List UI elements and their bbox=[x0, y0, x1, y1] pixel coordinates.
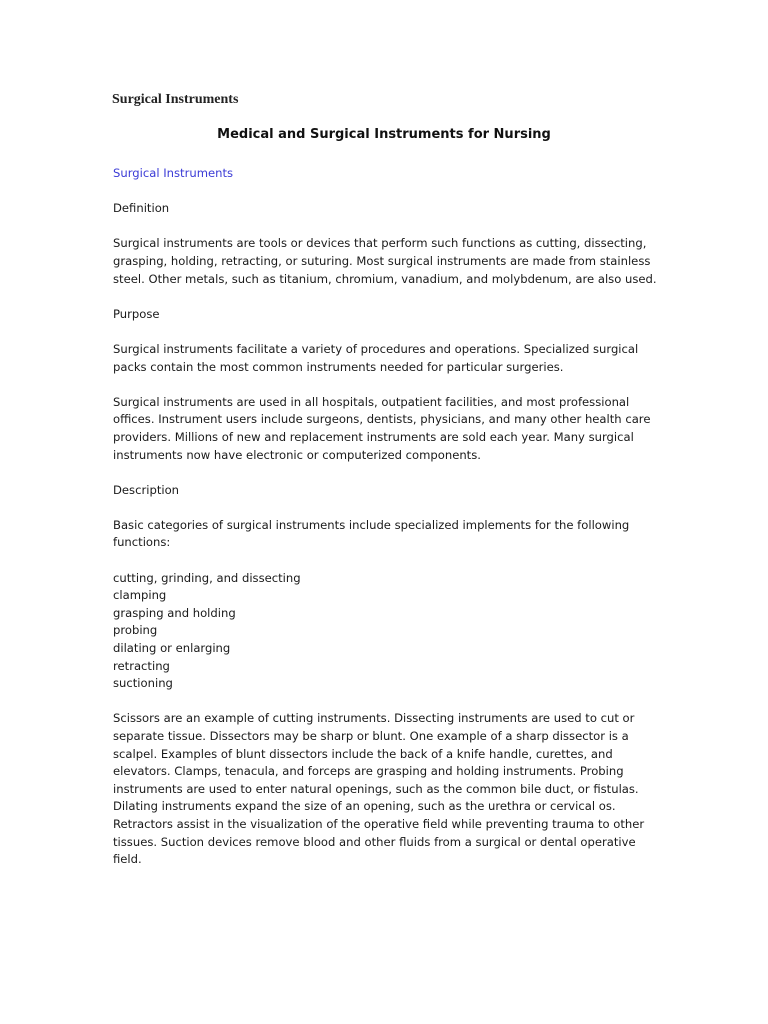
surgical-instruments-link[interactable]: Surgical Instruments bbox=[113, 166, 234, 180]
document-heading: Medical and Surgical Instruments for Nursing bbox=[217, 127, 551, 142]
definition-paragraph: Surgical instruments are tools or devices that perform such functions as cutting, dissecting, grasping, holding, retracting, or suturing. Most surgical instruments are made from stainless steel. Other metals, such as titanium, chromium, vanadium, and molybdenum, are also used. bbox=[113, 236, 657, 286]
definition-label: Definition bbox=[113, 201, 170, 216]
purpose-paragraph-1: Surgical instruments facilitate a variety of procedures and operations. Specialized surgical packs contain the most common instruments needed for particular surgeries. bbox=[113, 341, 639, 374]
document-body bbox=[113, 165, 661, 886]
list-item: grasping and holding bbox=[113, 605, 236, 620]
list-item: probing bbox=[113, 623, 158, 638]
list-item: dilating or enlarging bbox=[113, 641, 231, 656]
description-intro: Basic categories of surgical instruments include specialized implements for the following functions: bbox=[113, 517, 630, 550]
description-paragraph: Scissors are an example of cutting instruments. Dissecting instruments are used to cut or separate tissue. Dissectors may be sharp or blunt. One example of a sharp dissector is a scalpel. Examples of blunt dissectors include the back of a knife handle, curettes, and elevators. Clamps, tenacula, and forceps are grasping and holding instruments. Probing instruments are used to enter natural openings, such as the common bile duct, or fistulas. Dilating instruments expand the size of an opening, such as the urethra or cervical os. Retractors assist in the visualization of the operative field while preventing trauma to other tissues. Suction devices remove blood and other fluids from a surgical or dental operative field. bbox=[113, 711, 645, 867]
list-item: suctioning bbox=[113, 676, 173, 691]
list-item: cutting, grinding, and dissecting bbox=[113, 570, 301, 585]
functions-list bbox=[113, 570, 661, 693]
purpose-label: Purpose bbox=[113, 306, 160, 321]
list-item: retracting bbox=[113, 658, 170, 673]
purpose-paragraph-2: Surgical instruments are used in all hospitals, outpatient facilities, and most professional offices. Instrument users include surgeons, dentists, physicians, and many other health care providers. Millions of new and replacement instruments are sold each year. Many surgical instruments now have electronic or computerized components. bbox=[113, 394, 651, 462]
description-label: Description bbox=[113, 482, 180, 497]
page-header-title: Surgical Instruments bbox=[112, 92, 239, 107]
list-item: clamping bbox=[113, 588, 167, 603]
